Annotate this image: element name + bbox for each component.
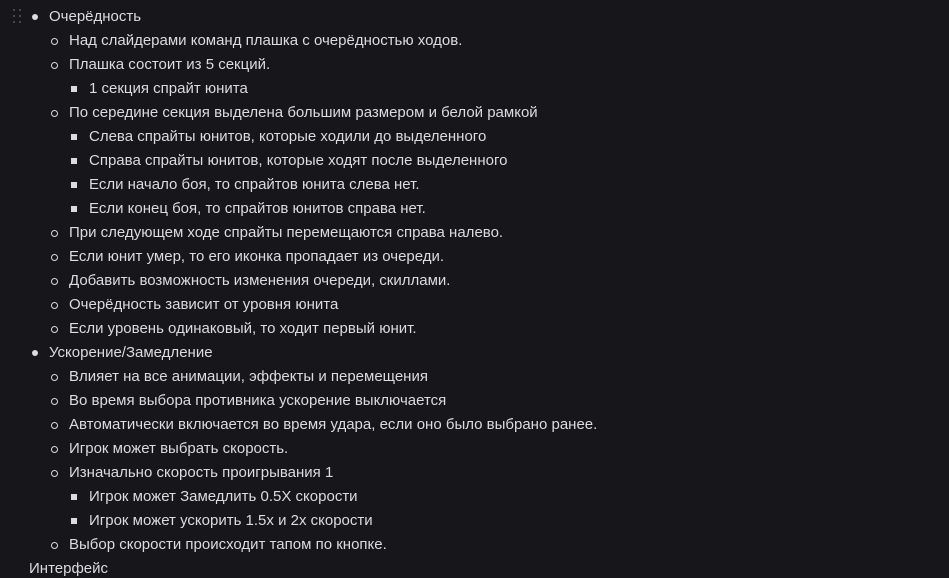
list-item-text: Игрок может ускорить 1.5x и 2x скорости [89,512,373,529]
disc-bullet-icon [28,5,42,29]
circle-bullet-icon [47,221,61,245]
list-item-text: Изначально скорость проигрывания 1 [69,464,334,481]
circle-bullet-icon [47,317,61,341]
list-item-text: Ускорение/Замедление [49,344,213,361]
list-item-text: При следующем ходе спрайты перемещаются справа налево. [69,224,504,241]
square-bullet-icon [67,125,81,149]
list-item-text: Игрок может Замедлить 0.5X скорости [89,488,358,505]
list-item-text: Игрок может выбрать скорость. [69,440,289,457]
list-item-text: Очерёдность зависит от уровня юнита [69,296,339,313]
list-item-text: Интерфейс [29,560,109,577]
list-item-text: Влияет на все анимации, эффекты и перемещения [69,368,428,385]
list-item-text: Плашка состоит из 5 секций. [69,56,271,73]
disc-bullet-icon [28,341,42,365]
circle-bullet-icon [47,461,61,485]
circle-bullet-icon [47,269,61,293]
circle-bullet-icon [47,389,61,413]
list-item-text: По середине секция выделена большим размером и белой рамкой [69,104,538,121]
circle-bullet-icon [47,245,61,269]
list-item-text: Добавить возможность изменения очереди, скиллами. [69,272,451,289]
drag-handle-icon[interactable] [13,9,23,25]
list-item-text: Если конец боя, то спрайтов юнитов справа нет. [89,200,426,217]
list-item-text: Над слайдерами команд плашка с очерёдностью ходов. [69,32,463,49]
circle-bullet-icon [47,533,61,557]
circle-bullet-icon [47,413,61,437]
square-bullet-icon [67,149,81,173]
circle-bullet-icon [47,53,61,77]
list-item-text: Слева спрайты юнитов, которые ходили до выделенного [89,128,487,145]
list-item-text: Очерёдность [49,8,142,25]
circle-bullet-icon [47,437,61,461]
list-item-text: Выбор скорости происходит тапом по кнопке. [69,536,387,553]
square-bullet-icon [67,77,81,101]
list-item-text: Автоматически включается во время удара, если оно было выбрано ранее. [69,416,598,433]
list-item-text: Если начало боя, то спрайтов юнита слева нет. [89,176,420,193]
list-item-text: Справа спрайты юнитов, которые ходят после выделенного [89,152,508,169]
list-item-text: Если юнит умер, то его иконка пропадает из очереди. [69,248,445,265]
square-bullet-icon [67,173,81,197]
circle-bullet-icon [47,365,61,389]
circle-bullet-icon [47,101,61,125]
circle-bullet-icon [47,29,61,53]
list-item-text: Во время выбора противника ускорение выключается [69,392,447,409]
list-item-text: 1 секция спрайт юнита [89,80,248,97]
square-bullet-icon [67,197,81,221]
square-bullet-icon [67,509,81,533]
list-item-text: Если уровень одинаковый, то ходит первый юнит. [69,320,417,337]
square-bullet-icon [67,485,81,509]
circle-bullet-icon [47,293,61,317]
